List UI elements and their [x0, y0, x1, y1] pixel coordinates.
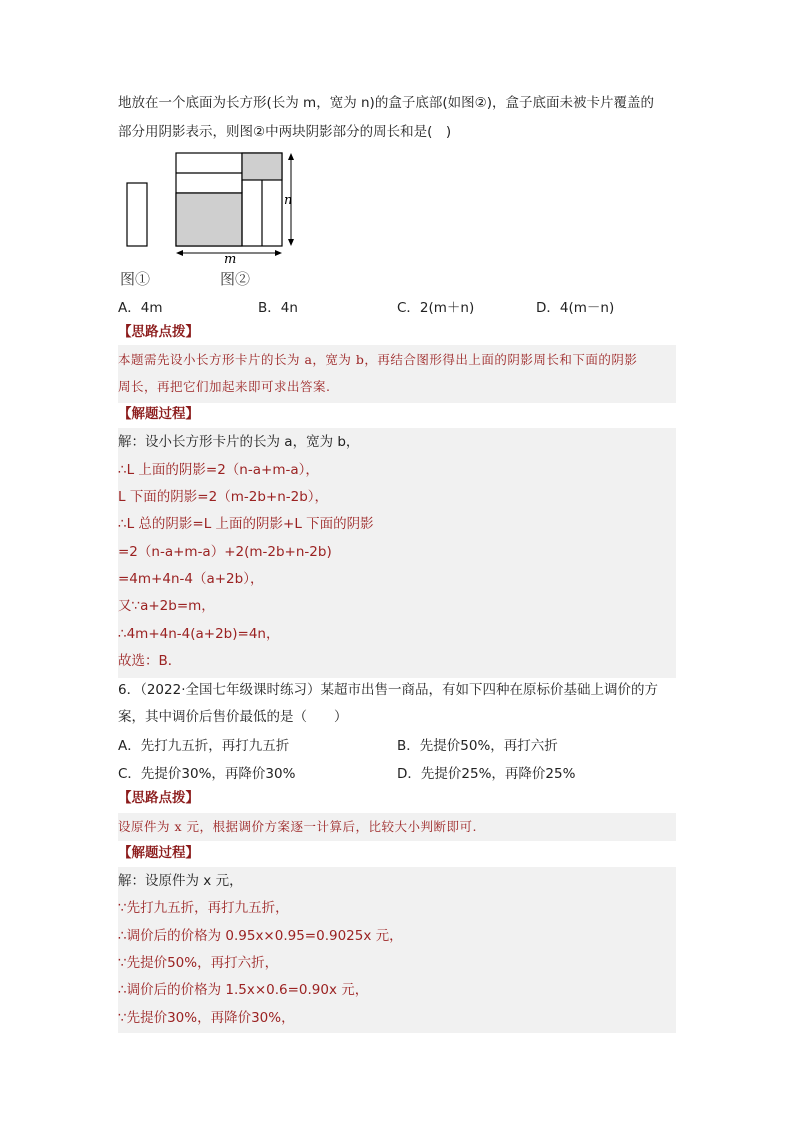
q5-solution-line-2: ∴L 上面的阴影=2（n-a+m-a）， — [118, 462, 319, 478]
figure-1-label: 图① — [120, 270, 151, 288]
q5-solution-line-6: =4m+4n-4（a+2b）， — [118, 571, 264, 587]
q6-solution-title: 【解题过程】 — [118, 845, 199, 861]
q5-option-d: D．4(m－n) — [536, 300, 615, 316]
q5-solution-line-4: ∴L 总的阴影=L 上面的阴影+L 下面的阴影 — [118, 516, 374, 532]
q6-solution-line-6: ∵先提价30%，再降价30%， — [118, 1010, 295, 1026]
q5-hint-title: 【思路点拨】 — [118, 324, 199, 340]
q6-solution-line-2: ∵先打九五折，再打九五折， — [118, 900, 289, 916]
q5-solution-line-3: L 下面的阴影=2（m-2b+n-2b）， — [118, 489, 329, 505]
q6-solution-line-1: 解：设原件为 x 元， — [118, 873, 243, 889]
q6-solution-line-4: ∵先提价50%，再打六折， — [118, 955, 279, 971]
q6-stem-line-1: 6．（2022·全国七年级课时练习）某超市出售一商品，有如下四种在原标价基础上调价的方 — [118, 682, 658, 698]
q5-solution-line-7: 又∵a+2b=m， — [118, 598, 215, 614]
q5-hint-line-1: 本题需先设小长方形卡片的长为 a，宽为 b，再结合图形得出上面的阴影周长和下面的阴影 — [118, 352, 638, 367]
q5-solution-line-5: =2（n-a+m-a）+2(m-2b+n-2b) — [118, 544, 332, 560]
q6-option-a: A．先打九五折，再打九五折 — [118, 738, 290, 754]
q5-solution-line-8: ∴4m+4n-4(a+2b)=4n， — [118, 626, 280, 642]
q5-solution-line-1: 解：设小长方形卡片的长为 a，宽为 b， — [118, 434, 360, 450]
q5-solution-title: 【解题过程】 — [118, 406, 199, 422]
figure-2-label: 图② — [220, 270, 251, 288]
q6-stem-line-2: 案，其中调价后售价最低的是（ ） — [118, 709, 348, 725]
q6-solution-line-5: ∴调价后的价格为 1.5x×0.6=0.90x 元， — [118, 982, 369, 998]
q5-option-a: A．4m — [118, 300, 163, 316]
q6-solution-line-3: ∴调价后的价格为 0.95x×0.95=0.9025x 元， — [118, 928, 403, 944]
lower-shaded-region — [176, 193, 242, 246]
q6-hint-line: 设原件为 x 元，根据调价方案逐一计算后，比较大小判断即可. — [118, 819, 477, 834]
q6-option-d: D．先提价25%，再降价25% — [397, 766, 576, 782]
q5-option-b: B．4n — [258, 300, 298, 316]
q5-hint-line-2: 周长，再把它们加起来即可求出答案. — [118, 379, 331, 394]
q6-hint-title: 【思路点拨】 — [118, 790, 199, 806]
q6-option-c: C．先提价30%，再降价30% — [118, 766, 296, 782]
q6-option-b: B．先提价50%，再打六折 — [397, 738, 558, 754]
upper-shaded-region — [242, 153, 282, 180]
card-figure-1 — [127, 183, 147, 246]
figure-diagram — [118, 150, 438, 290]
intro-line-2: 部分用阴影表示，则图②中两块阴影部分的周长和是( ) — [118, 124, 452, 140]
dim-m-label: m — [224, 252, 237, 267]
dim-n-label: n — [284, 193, 293, 208]
intro-line-1: 地放在一个底面为长方形(长为 m，宽为 n)的盒子底部(如图②)，盒子底面未被卡片覆盖的 — [118, 95, 654, 111]
q5-solution-line-9: 故选：B． — [118, 653, 182, 669]
q5-option-c: C．2(m＋n) — [397, 300, 475, 316]
